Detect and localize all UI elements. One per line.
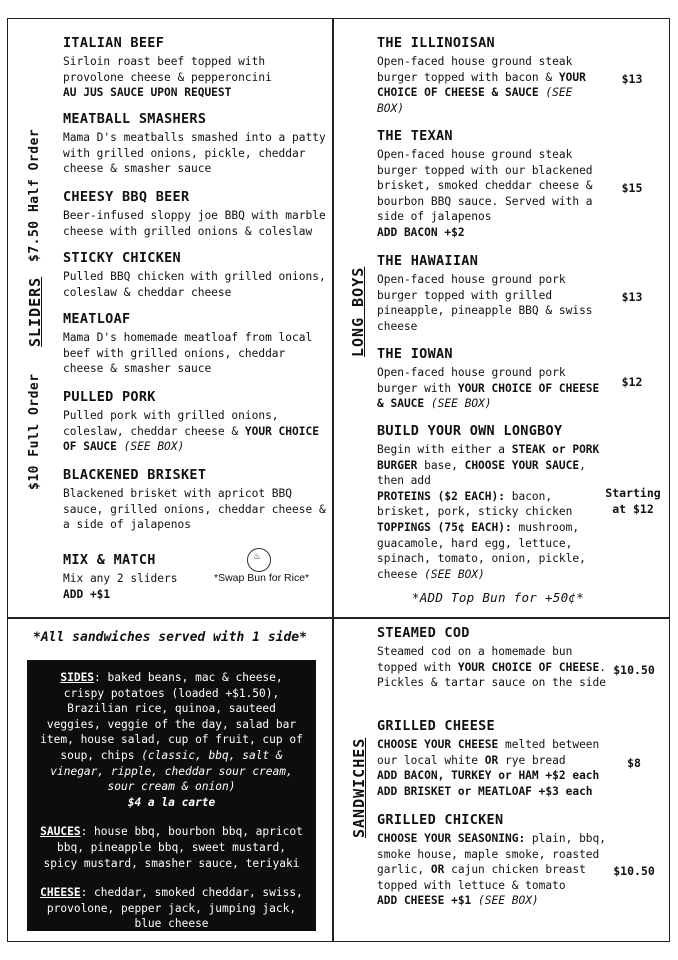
item-desc: Beer-infused sloppy joe BBQ with marble cheese with grilled onions & coleslaw — [63, 209, 326, 238]
sides-sauces-cheese-box — [27, 660, 316, 931]
item-desc: Blackened brisket with apricot BBQ sauce, grilled onions, cheddar cheese & a side of jalapenos — [63, 487, 326, 532]
sauces-list: SAUCES: house bbq, bourbon bbq, apricot bbq, pineapple bbq, sweet mustard, spicy mustard, smasher sauce, teriyaki — [40, 825, 303, 870]
item-desc: Mama D's meatballs smashed into a patty with grilled onions, pickle, cheddar cheese & smasher sauce — [63, 131, 326, 176]
item-desc: Mama D's homemade meatloaf from local beef with grilled onions, cheddar cheese & smasher sauce — [63, 331, 313, 376]
item-desc: Open-faced house ground pork burger with YOUR CHOICE OF CHEESE & SAUCE (SEE BOX) — [377, 366, 600, 411]
item-title: BUILD YOUR OWN LONGBOY — [377, 423, 563, 439]
longboy-item — [377, 252, 602, 334]
slider-item — [63, 34, 328, 101]
item-price: $12 — [621, 375, 643, 389]
item-price: $15 — [621, 181, 643, 195]
item-title: THE IOWAN — [377, 346, 453, 362]
item-title: CHEESY BBQ BEER — [63, 189, 190, 205]
half-order-price: $7.50 Half Order — [27, 128, 42, 262]
all-sandwiches-note: *All sandwiches served with 1 side* — [33, 630, 307, 645]
slider-item — [63, 310, 328, 377]
top-bun-note: *ADD Top Bun for +50¢* — [411, 590, 585, 605]
slider-item — [63, 388, 331, 455]
item-desc: Open-faced house ground steak burger topped with our blackened brisket, smoked cheddar cheese & bourbon BBQ sauce. Served with a side of jalapenos ADD BACON +$2 — [377, 148, 593, 239]
item-title: GRILLED CHICKEN — [377, 812, 504, 828]
column-divider — [332, 18, 334, 942]
sandwich-item — [377, 717, 609, 799]
item-desc: Open-faced house ground pork burger topped with grilled pineapple, pineapple BBQ & swiss cheese — [377, 273, 593, 333]
sandwich-item — [377, 624, 609, 691]
longboy-item — [377, 127, 602, 241]
longboy-item — [377, 34, 602, 116]
item-price: Starting at $12 — [605, 486, 661, 516]
item-title: BLACKENED BRISKET — [63, 467, 207, 483]
item-title: MEATLOAF — [63, 311, 131, 327]
rice-bowl-icon: ♨ — [247, 548, 271, 572]
item-title: STICKY CHICKEN — [63, 250, 181, 266]
item-desc: Steamed cod on a homemade bun topped with YOUR CHOICE OF CHEESE. Pickles & tartar sauce on the side — [377, 645, 607, 690]
long-boys-heading: LONG BOYS — [349, 266, 367, 357]
swap-bun-note: *Swap Bun for Rice* — [214, 572, 310, 584]
item-desc: CHOOSE YOUR CHEESE melted between our local white OR rye bread ADD BACON, TURKEY or HAM +$2 each ADD BRISKET or MEATLOAF +$3 each — [377, 738, 600, 798]
item-title: MEATBALL SMASHERS — [63, 111, 207, 127]
item-desc: Mix any 2 sliders ADD +$1 — [63, 572, 178, 601]
slider-item — [63, 249, 331, 300]
item-title: THE HAWAIIAN — [377, 253, 479, 269]
longboy-item — [377, 422, 602, 582]
item-title: THE TEXAN — [377, 128, 453, 144]
item-desc: Begin with either a STEAK or PORK BURGER base, CHOOSE YOUR SAUCE, then add PROTEINS ($2 EACH): bacon, brisket, pork, sticky chicken TOPPINGS (75¢ EACH): mushroom, guacamole, hard egg, lettuce, spinach, tomato, onion, pickle, cheese (SEE BOX) — [377, 443, 600, 581]
item-price: $13 — [621, 290, 643, 304]
sandwiches-heading: SANDWICHES — [350, 737, 368, 838]
slider-item — [63, 188, 331, 239]
item-price: $8 — [627, 756, 641, 770]
sliders-heading: SLIDERS — [26, 276, 44, 347]
item-price: $13 — [621, 72, 643, 86]
slider-item — [63, 466, 331, 533]
sandwich-item — [377, 811, 609, 909]
item-title: STEAMED COD — [377, 625, 470, 641]
item-desc: CHOOSE YOUR SEASONING: plain, bbq, smoke house, maple smoke, roasted garlic, OR cajun chicken breast topped with lettuce & tomato ADD CHEESE +$1 (SEE BOX) — [377, 832, 607, 908]
item-title: MIX & MATCH — [63, 552, 156, 568]
full-order-price: $10 Full Order — [27, 373, 42, 490]
item-title: THE ILLINOISAN — [377, 35, 495, 51]
item-title: PULLED PORK — [63, 389, 156, 405]
item-desc: Open-faced house ground steak burger topped with bacon & YOUR CHOICE OF CHEESE & SAUCE (SEE BOX) — [377, 55, 586, 115]
slider-item — [63, 110, 331, 177]
item-price: $10.50 — [613, 663, 655, 677]
item-title: ITALIAN BEEF — [63, 35, 165, 51]
sides-list: SIDES: baked beans, mac & cheese, crispy potatoes (loaded +$1.50), Brazilian rice, quinoa, sauteed veggies, veggie of the day, salad bar item, house salad, cup of fruit, cup of soup, chips (classic, bbq, salt & vinegar, ripple, cheddar sour cream, sour cream & onion) $4 a la carte — [40, 671, 303, 809]
item-price: $10.50 — [613, 864, 655, 878]
row-divider — [7, 617, 670, 619]
item-desc: Sirloin roast beef topped with provolone cheese & pepperoncini AU JUS SAUCE UPON REQUEST — [63, 55, 272, 100]
item-title: GRILLED CHEESE — [377, 718, 495, 734]
item-desc: Pulled BBQ chicken with grilled onions, coleslaw & cheddar cheese — [63, 270, 326, 299]
cheese-list: CHEESE: cheddar, smoked cheddar, swiss, provolone, pepper jack, jumping jack, blue cheese — [40, 886, 303, 931]
item-desc: Pulled pork with grilled onions, coleslaw, cheddar cheese & YOUR CHOICE OF SAUCE (SEE BOX) — [63, 409, 319, 454]
longboy-item — [377, 345, 607, 412]
